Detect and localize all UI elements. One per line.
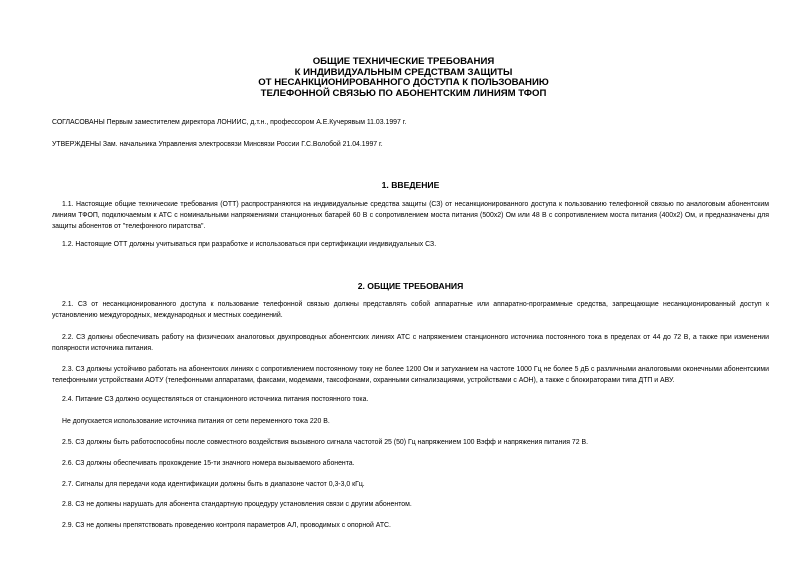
title-line: ТЕЛЕФОННОЙ СВЯЗЬЮ ПО АБОНЕНТСКИМ ЛИНИЯМ ТФОП xyxy=(260,87,547,99)
section-2-heading: 2. ОБЩИЕ ТРЕБОВАНИЯ xyxy=(357,281,464,291)
approved-statement: УТВЕРЖДЕНЫ Зам. начальника Управления электросвязи Минсвязи России Г.С.Волобой 21.04.1997 г. xyxy=(52,141,383,148)
paragraph-2-7: 2.7. Сигналы для передачи кода идентификации должны быть в диапазоне частот 0,3-3,0 кГц. xyxy=(62,481,365,488)
agreed-statement: СОГЛАСОВАНЫ Первым заместителем директора ЛОНИИС, д.т.н., профессором А.Е.Кучерявым 11.03.1997 г. xyxy=(52,119,407,126)
paragraph-2-5: 2.5. СЗ должны быть работоспособны после совместного воздействия вызывного сигнала частотой 25 (50) Гц напряжением 100 Вэфф и напряжения питания 72 В. xyxy=(62,439,589,446)
paragraph-1-2: 1.2. Настоящие ОТТ должны учитываться при разработке и использоваться при сертификации индивидуальных СЗ. xyxy=(62,241,437,248)
document-title xyxy=(120,57,687,99)
paragraph-2-1: 2.1. СЗ от несанкционированного доступа к пользование телефонной связью должны представлять собой аппаратные или аппаратно-программные средства, запрещающие несанкционированный доступ к установлению междугородных, международных и местных соединений. xyxy=(52,301,769,320)
paragraph-2-4: 2.4. Питание СЗ должно осуществляться от станционного источника питания постоянного тока. xyxy=(62,396,369,403)
paragraph-2-6: 2.6. СЗ должны обеспечивать прохождение 15-ти значного номера вызываемого абонента. xyxy=(62,460,355,467)
title-line: ОТ НЕСАНКЦИОНИРОВАННОГО ДОСТУПА К ПОЛЬЗОВАНИЮ xyxy=(258,77,549,89)
paragraph-2-4-note: Не допускается использование источника питания от сети переменного тока 220 В. xyxy=(62,418,330,425)
title-line: К ИНДИВИДУАЛЬНЫМ СРЕДСТВАМ ЗАЩИТЫ xyxy=(294,66,513,78)
title-line: ОБЩИЕ ТЕХНИЧЕСКИЕ ТРЕБОВАНИЯ xyxy=(312,56,495,67)
section-1-heading: 1. ВВЕДЕНИЕ xyxy=(381,180,440,190)
paragraph-2-3: 2.3. СЗ должны устойчиво работать на абонентских линиях с сопротивлением постоянному току не более 1200 Ом и затуханием на частоте 1000 Гц не более 5 дБ с различными аналоговыми оконечными абонентскими телефонными устройствами АОТУ (телефонными аппаратами, факсами, модемами, таксофонами, охранными сигнализациями, устройствами с АОН), а также с блокираторами типа ДТП и АВУ. xyxy=(52,366,769,385)
paragraph-2-8: 2.8. СЗ не должны нарушать для абонента стандартную процедуру установления связи с другим абонентом. xyxy=(62,501,412,508)
paragraph-2-9: 2.9. СЗ не должны препятствовать проведению контроля параметров АЛ, проводимых с опорной АТС. xyxy=(62,522,391,529)
paragraph-1-1: 1.1. Настоящие общие технические требования (ОТТ) распространяются на индивидуальные средства защиты (СЗ) от несанкционированного доступа к пользованию телефонной связью по аналоговым абонентским линиям ТФОП, подключаемым к АТС с номинальными напряжениями станционных батарей 60 В с сопротивлением моста питания (500х2) Ом или 48 В с сопротивлением моста питания (400х2) Ом, и предназначены для защиты абонентов от "телефонного пиратства". xyxy=(52,201,769,231)
paragraph-2-2: 2.2. СЗ должны обеспечивать работу на физических аналоговых двухпроводных абонентских линиях АТС с напряжением станционного источника постоянного тока в пределах от 44 до 72 В, а также при изменении полярности источника питания. xyxy=(52,334,769,353)
